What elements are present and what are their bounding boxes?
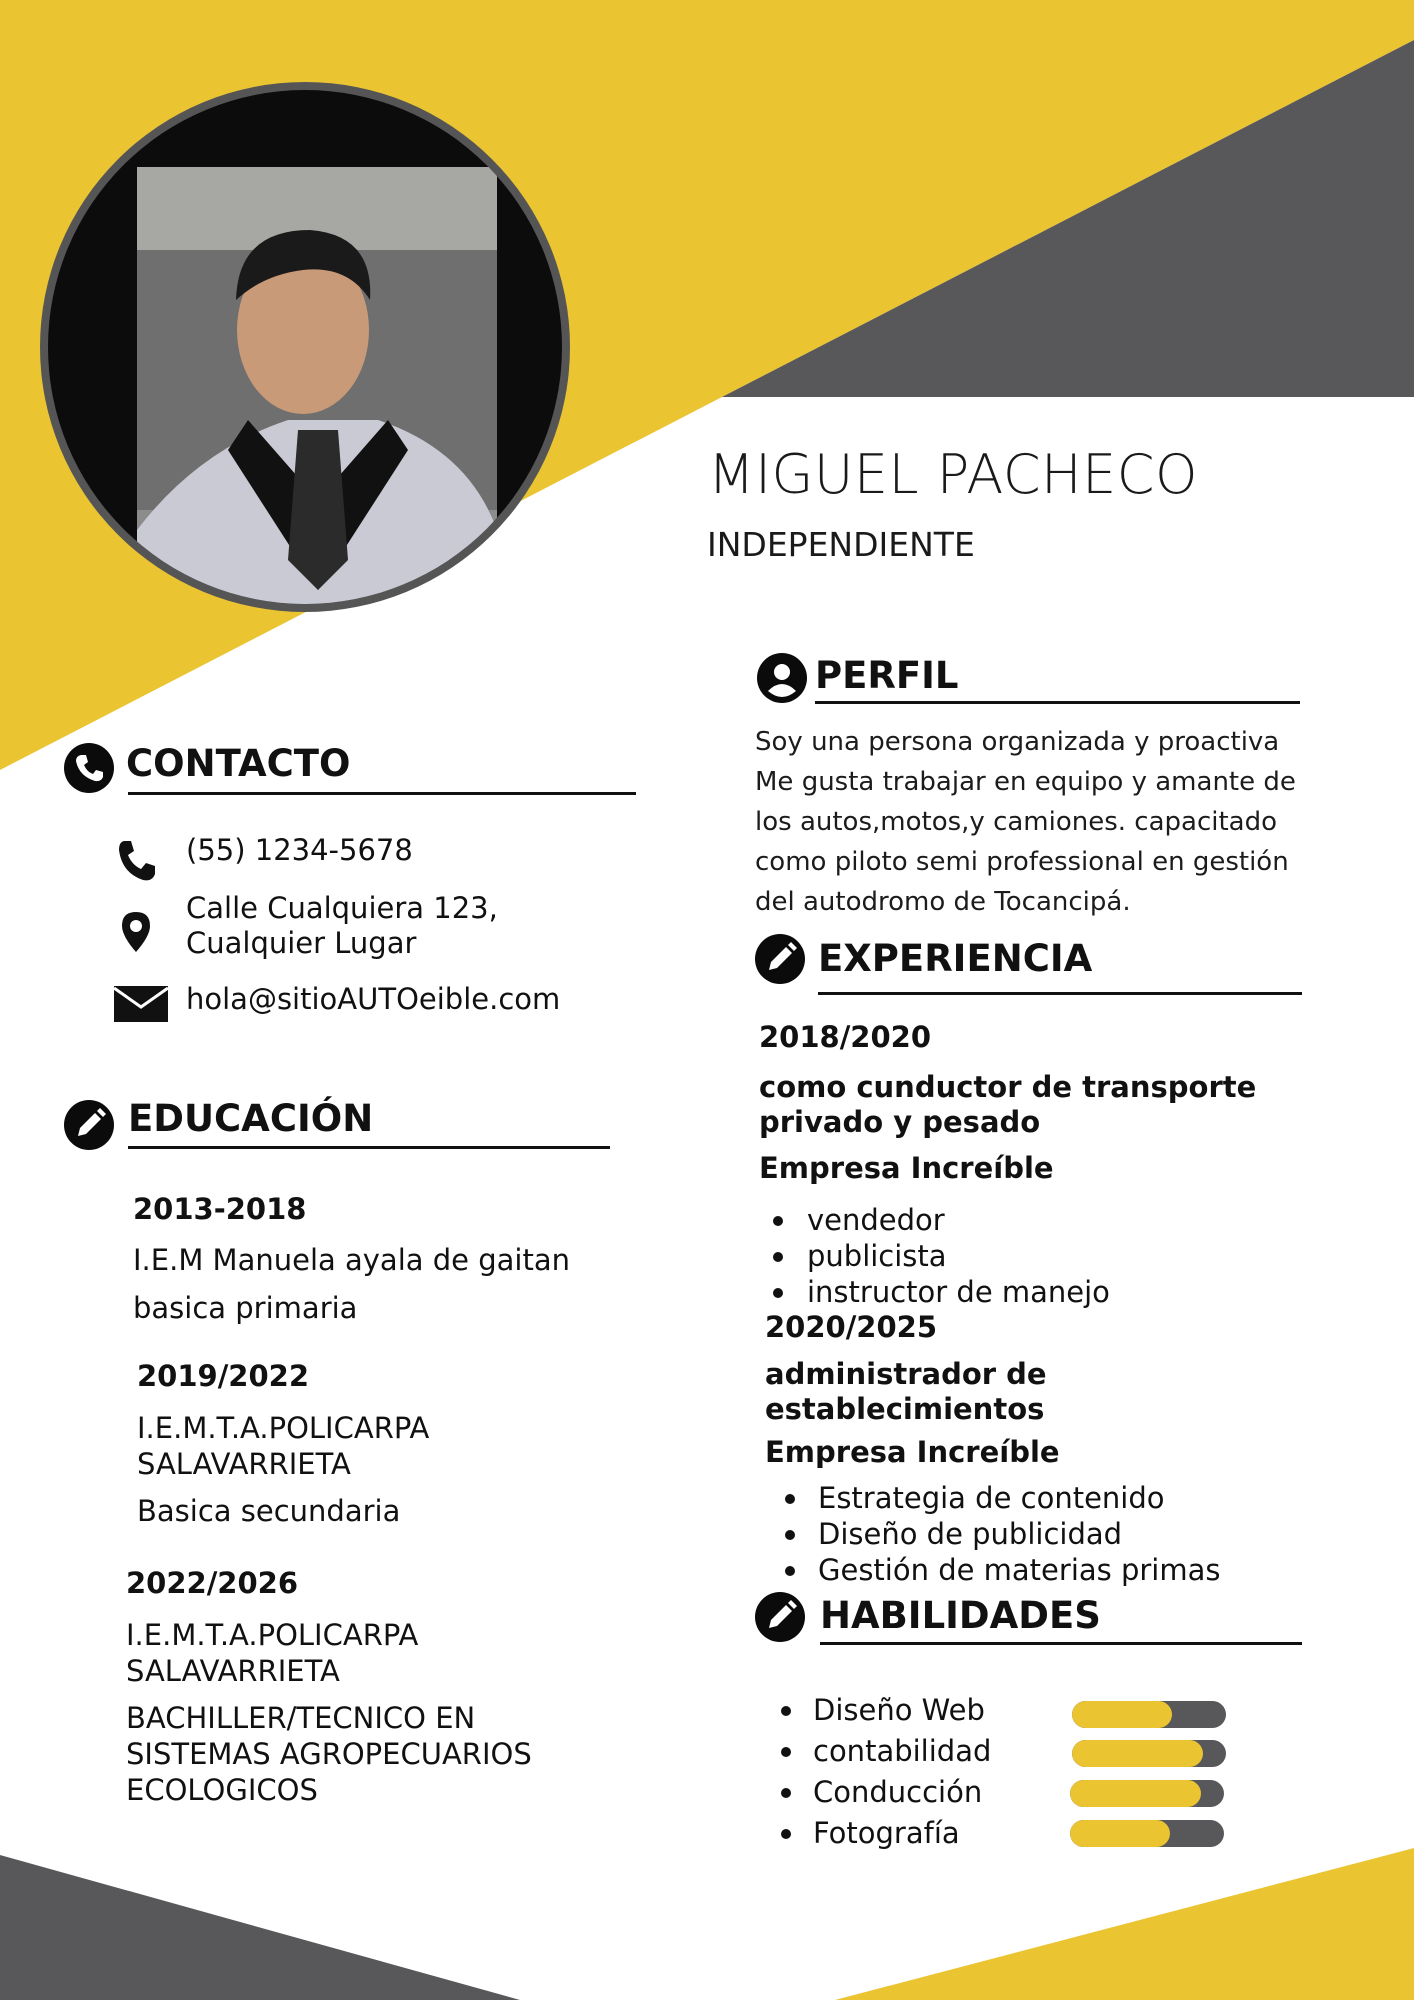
pencil-icon [755,1592,805,1642]
phone-circle-icon [64,743,114,793]
job-years: 2018/2020 [759,1020,932,1054]
skill-name: Diseño Web [813,1693,985,1727]
contact-title: CONTACTO [126,742,351,785]
job-title: privado y pesado [759,1105,1041,1139]
bullet [785,1530,795,1540]
skill-bar-fill [1070,1780,1201,1807]
profile-line: Soy una persona organizada y proactiva [755,727,1280,757]
experience-title: EXPERIENCIA [818,937,1093,980]
skill-name: Conducción [813,1775,983,1809]
phone-icon [116,838,158,884]
skill-bar [1070,1780,1224,1807]
job-task: Diseño de publicidad [818,1517,1123,1551]
contact-divider [128,792,636,795]
location-pin-icon [120,910,152,954]
skill-bar-fill [1072,1740,1203,1767]
skill-name: contabilidad [813,1734,992,1768]
contact-phone: (55) 1234-5678 [186,833,413,867]
skill-bar-fill [1070,1820,1170,1847]
job-title: establecimientos [765,1392,1045,1426]
photo-backdrop [48,90,562,604]
bullet [773,1288,783,1298]
job-years: 2020/2025 [765,1310,938,1344]
bullet [773,1252,783,1262]
skills-divider [820,1642,1302,1645]
experience-divider [818,992,1302,995]
pencil-icon [64,1100,114,1150]
job-task: instructor de manejo [807,1275,1110,1309]
education-school: I.E.M.T.A.POLICARPA [137,1411,430,1445]
bullet [773,1216,783,1226]
contact-address-line2: Cualquier Lugar [186,926,417,960]
pencil-icon [755,934,805,984]
education-level: SISTEMAS AGROPECUARIOS [126,1737,532,1771]
education-school: SALAVARRIETA [126,1654,340,1688]
job-title: como cunductor de transporte [759,1070,1257,1104]
education-school: I.E.M Manuela ayala de gaitan [133,1243,570,1277]
contact-email: hola@sitioAUTOeible.com [186,982,561,1016]
bullet [781,1829,791,1839]
job-company: Empresa Increíble [759,1151,1054,1185]
education-years: 2022/2026 [126,1566,299,1600]
education-level: Basica secundaria [137,1494,401,1528]
profile-line: Me gusta trabajar en equipo y amante de [755,767,1296,797]
education-level: basica primaria [133,1291,358,1325]
bottom-gray-shape [0,1855,520,2000]
education-school: SALAVARRIETA [137,1447,351,1481]
bullet [785,1494,795,1504]
skill-bar [1072,1701,1226,1728]
bullet [785,1566,795,1576]
bullet [781,1747,791,1757]
education-title: EDUCACIÓN [128,1097,374,1140]
education-divider [128,1146,610,1149]
bullet [781,1706,791,1716]
profile-text [755,722,1325,922]
education-school: I.E.M.T.A.POLICARPA [126,1618,419,1652]
skill-bar [1072,1740,1226,1767]
skill-bar [1070,1820,1224,1847]
user-icon [757,653,807,703]
job-task: publicista [807,1239,947,1273]
education-level: BACHILLER/TECNICO EN [126,1701,476,1735]
person-portrait [48,90,562,604]
mail-icon [113,985,169,1023]
job-task: Gestión de materias primas [818,1553,1221,1587]
bottom-yellow-shape [835,1848,1414,2000]
profile-line: como piloto semi professional en gestión [755,847,1289,877]
bullet [781,1788,791,1798]
skill-name: Fotografía [813,1816,960,1850]
education-years: 2019/2022 [137,1359,310,1393]
person-name: MIGUEL PACHECO [708,443,1198,506]
profile-title: PERFIL [815,654,959,697]
job-company: Empresa Increíble [765,1435,1060,1469]
profile-photo [40,82,570,612]
job-title: administrador de [765,1357,1047,1391]
skills-title: HABILIDADES [820,1594,1101,1637]
skill-bar-fill [1072,1701,1172,1728]
job-task: Estrategia de contenido [818,1481,1165,1515]
profile-divider [815,701,1300,704]
contact-address-line1: Calle Cualquiera 123, [186,891,498,925]
profile-line: del autodromo de Tocancipá. [755,887,1131,917]
profile-line: los autos,motos,y camiones. capacitado [755,807,1278,837]
education-years: 2013-2018 [133,1192,307,1226]
job-task: vendedor [807,1203,945,1237]
education-level: ECOLOGICOS [126,1773,318,1807]
person-role: INDEPENDIENTE [707,525,975,564]
